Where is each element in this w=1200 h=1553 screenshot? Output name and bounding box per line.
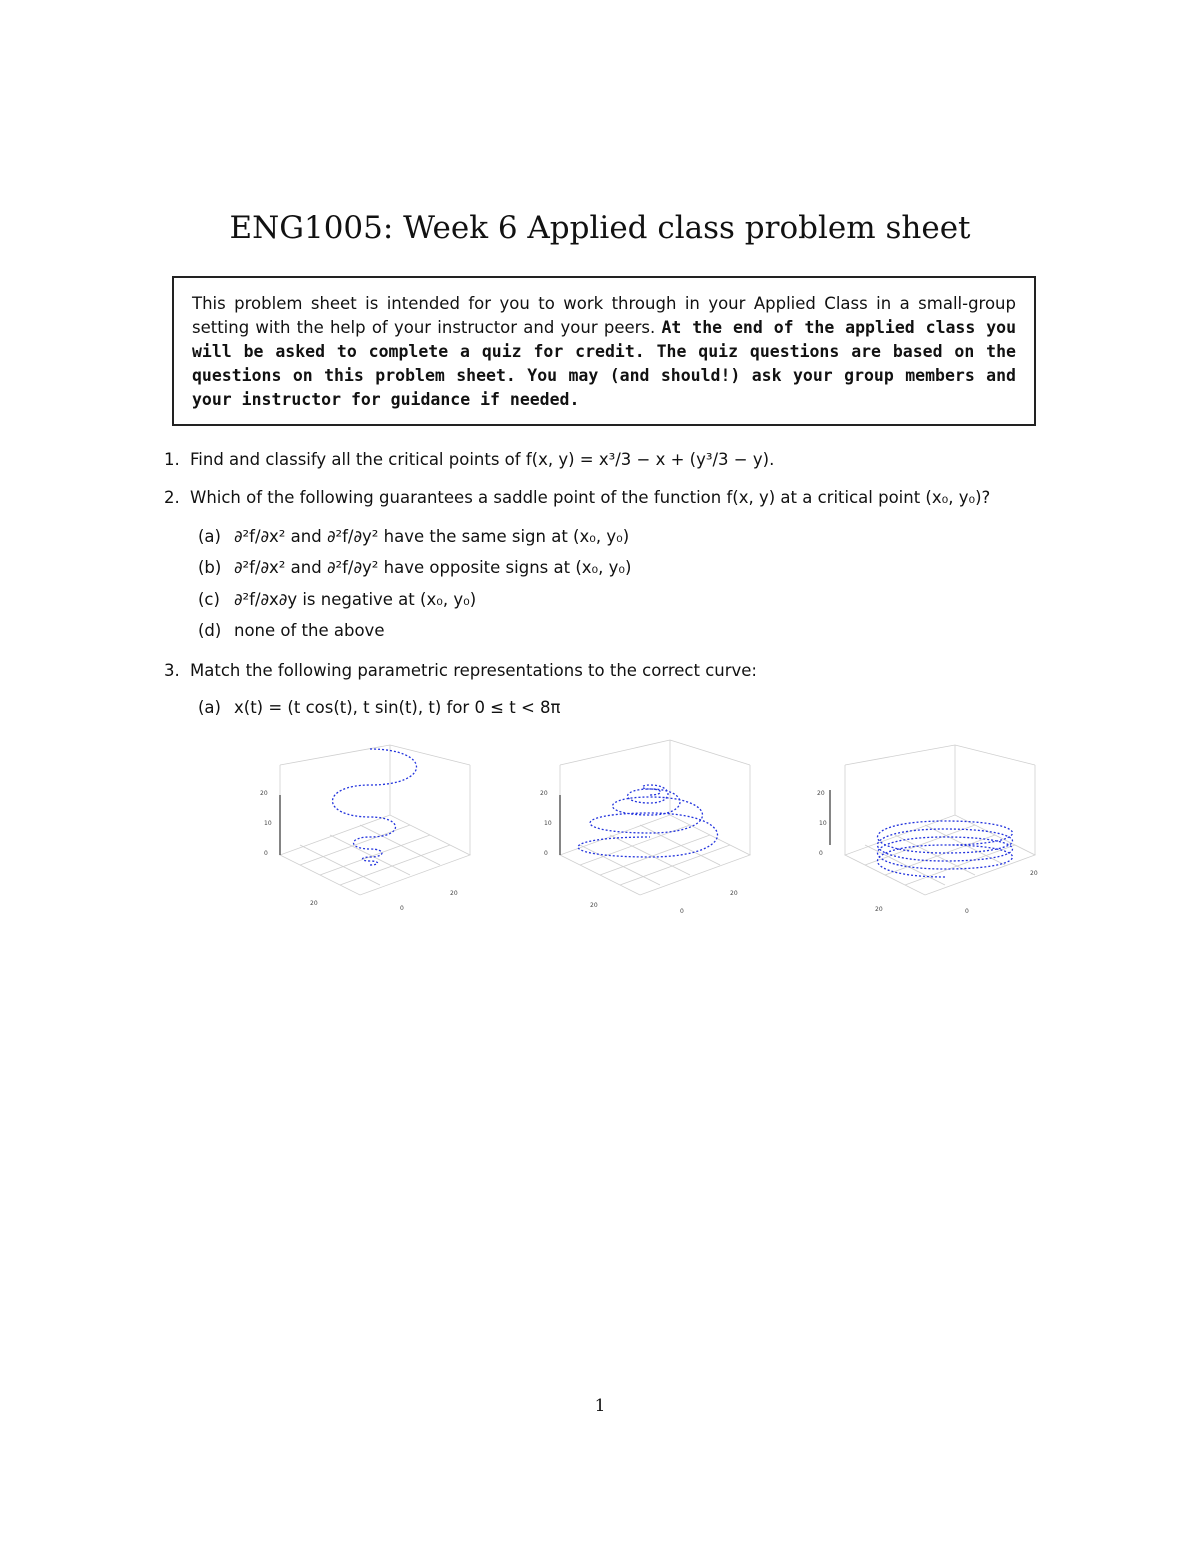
question-number: 3. xyxy=(164,661,180,680)
plot-grid xyxy=(280,745,470,895)
question-3 xyxy=(164,661,757,680)
svg-text:0: 0 xyxy=(264,850,268,857)
plot-grid xyxy=(845,745,1035,895)
svg-text:10: 10 xyxy=(264,820,272,827)
curve-conical-helix xyxy=(333,749,417,865)
option-text: x(t) = (t cos(t), t sin(t), t) for 0 ≤ t < 8π xyxy=(234,698,561,717)
curve-circular-helix xyxy=(878,821,1013,877)
page-title: ENG1005: Week 6 Applied class problem sheet xyxy=(229,210,971,246)
question-text: Match the following parametric representations to the correct curve: xyxy=(190,661,757,680)
intro-plain-text: This problem sheet is intended for you to work through in your Applied Class in a small-group setting with the help of your instructor and your peers. xyxy=(192,294,1016,337)
svg-text:0: 0 xyxy=(965,908,969,915)
plot-grid xyxy=(560,740,750,895)
option-2a xyxy=(198,527,629,546)
svg-text:10: 10 xyxy=(819,820,827,827)
option-label: (b) xyxy=(198,558,222,577)
svg-text:10: 10 xyxy=(544,820,552,827)
question-number: 2. xyxy=(164,488,180,507)
page-number: 1 xyxy=(594,1396,606,1416)
svg-text:20: 20 xyxy=(730,890,738,897)
svg-text:20: 20 xyxy=(1030,870,1038,877)
option-label: (a) xyxy=(198,698,221,717)
option-text: none of the above xyxy=(234,621,385,640)
svg-text:0: 0 xyxy=(680,908,684,915)
option-label: (a) xyxy=(198,527,221,546)
option-2c xyxy=(198,590,476,609)
option-text: ∂²f/∂x∂y is negative at (x₀, y₀) xyxy=(234,590,477,609)
curve-plot-2 xyxy=(530,735,770,925)
question-number: 1. xyxy=(164,450,180,469)
option-text: ∂²f/∂x² and ∂²f/∂y² have the same sign at (x₀, y₀) xyxy=(234,527,630,546)
svg-text:0: 0 xyxy=(400,905,404,912)
option-label: (c) xyxy=(198,590,220,609)
option-2b xyxy=(198,558,631,577)
svg-text:20: 20 xyxy=(817,790,825,797)
curve-inverted-cone-helix xyxy=(578,785,718,857)
svg-text:20: 20 xyxy=(450,890,458,897)
question-text: Find and classify all the critical points of f(x, y) = x³/3 − x + (y³/3 − y). xyxy=(190,450,775,469)
svg-text:20: 20 xyxy=(260,790,268,797)
svg-text:20: 20 xyxy=(875,906,883,913)
intro-bold-text: At the end of the applied class you will be asked to complete a quiz for credit. The quiz questions are based on the questions on this problem sheet. You may (and should!) ask your group members and your instructor for guidance if needed. xyxy=(192,318,1017,409)
svg-text:20: 20 xyxy=(540,790,548,797)
question-text: Which of the following guarantees a saddle point of the function f(x, y) at a critical point (x₀, y₀)? xyxy=(190,488,991,507)
curve-plot-3 xyxy=(815,735,1055,925)
intro-box xyxy=(172,276,1036,426)
question-1 xyxy=(164,450,774,469)
question-2 xyxy=(164,488,990,507)
svg-text:0: 0 xyxy=(819,850,823,857)
svg-text:20: 20 xyxy=(310,900,318,907)
svg-text:0: 0 xyxy=(544,850,548,857)
curve-plot-1 xyxy=(250,735,490,925)
option-label: (d) xyxy=(198,621,222,640)
option-3a xyxy=(198,698,560,717)
svg-text:20: 20 xyxy=(590,902,598,909)
option-2d xyxy=(198,621,384,640)
option-text: ∂²f/∂x² and ∂²f/∂y² have opposite signs at (x₀, y₀) xyxy=(234,558,632,577)
